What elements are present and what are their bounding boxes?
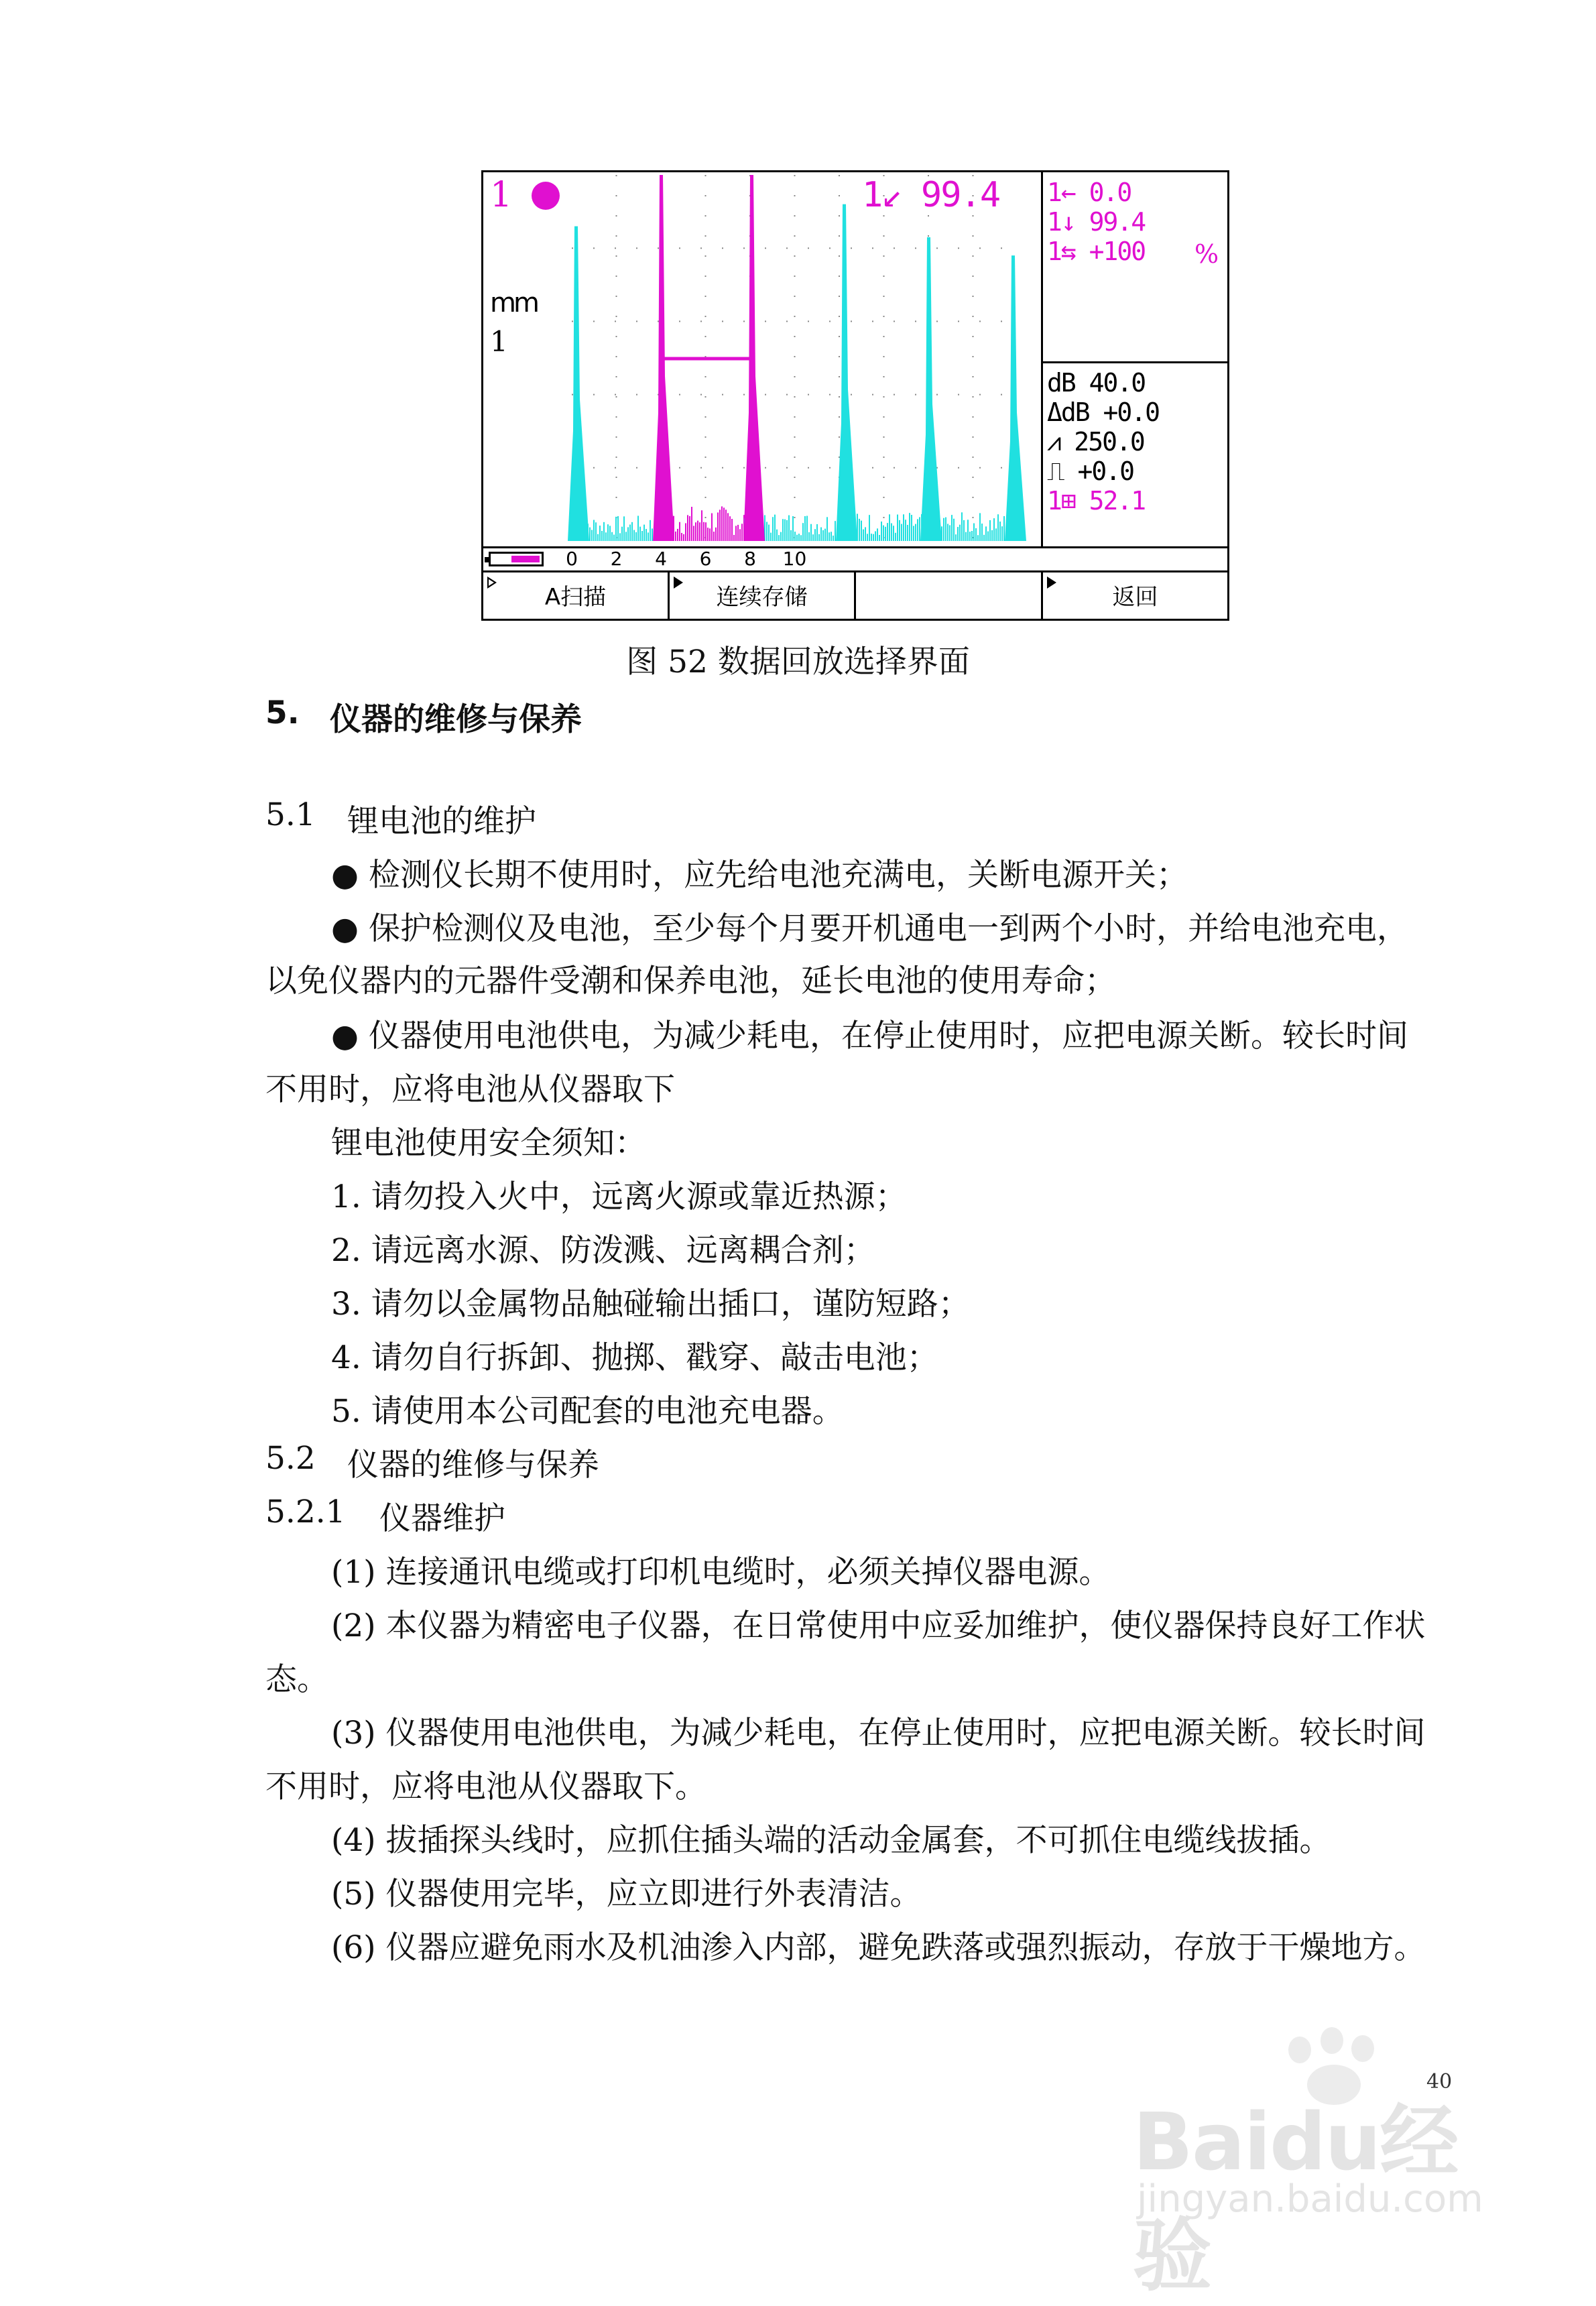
maintenance-item-1: (1) 连接通讯电缆或打印机电缆时，必须关掉仪器电源。	[331, 1554, 1111, 1591]
a-scan-display	[483, 172, 1041, 546]
bullet-2-line-1: ● 保护检测仪及电池，至少每个月要开机通电一到两个小时，并给电池充电，	[331, 910, 1408, 947]
axis-tick-label: 2	[610, 548, 623, 570]
figure-caption: 图 52 数据回放选择界面	[626, 644, 970, 680]
maintenance-item-2-line-1: (2) 本仪器为精密电子仪器，在日常使用中应妥加维护，使仪器保持良好工作状	[331, 1607, 1426, 1644]
unit-label: mm	[490, 288, 537, 318]
subsection-number: 5.1	[265, 796, 316, 833]
watermark	[1133, 2023, 1508, 2302]
bullet-3-line-2: 不用时，应将电池从仪器取下	[265, 1071, 675, 1108]
echo-peak	[920, 237, 942, 541]
subsection-title: 仪器的维修与保养	[347, 1447, 599, 1483]
parameter-panel	[1041, 172, 1227, 546]
section-number: 5.	[265, 694, 300, 731]
gate-start-readout: 1← 0.0	[1047, 178, 1131, 207]
axis-strip	[483, 546, 1227, 548]
range-readout: ⩘ 250.0	[1047, 427, 1144, 457]
panel-divider	[1043, 361, 1227, 363]
peak-readout: 1↙ 99.4	[862, 175, 1000, 215]
echo-peak	[836, 204, 857, 541]
subsection-title: 锂电池的维护	[347, 803, 536, 840]
gate-number: 1	[490, 175, 513, 215]
menu-button-return[interactable]: 返回	[1043, 572, 1227, 621]
subsubsection-title: 仪器维护	[379, 1500, 505, 1537]
battery-level	[511, 556, 540, 562]
maintenance-item-4: (4) 拔插探头线时，应抓住插头端的活动金属套，不可抓住电缆线拔插。	[331, 1822, 1331, 1859]
maintenance-item-6: (6) 仪器应避免雨水及机油渗入内部，避免跌落或强烈振动，存放于干燥地方。	[331, 1929, 1426, 1966]
battery-icon	[489, 552, 544, 566]
gate-indicator-dot	[532, 182, 560, 210]
echo-peak	[1005, 255, 1026, 541]
gain-readout: dB 40.0	[1047, 368, 1146, 398]
subsubsection-number: 5.2.1	[265, 1494, 346, 1530]
paw-icon	[1288, 2037, 1311, 2063]
delay-readout: ⎍ +0.0	[1047, 457, 1133, 486]
safety-item-4: 4. 请勿自行拆卸、抛掷、戳穿、敲击电池；	[331, 1339, 938, 1376]
a-scan-waveform	[483, 172, 1041, 546]
safety-item-2: 2. 请远离水源、防泼溅、远离耦合剂；	[331, 1232, 875, 1269]
section-title: 仪器的维修与保养	[330, 701, 582, 738]
bullet-1: ● 检测仪长期不使用时，应先给电池充满电，关断电源开关；	[331, 857, 1188, 894]
bullet-2-line-2: 以免仪器内的元器件受潮和保养电池，延长电池的使用寿命；	[265, 963, 1116, 999]
echo-peak	[568, 226, 589, 541]
safety-title: 锂电池使用安全须知：	[331, 1125, 646, 1162]
triangle-icon	[674, 576, 683, 589]
safety-item-5: 5. 请使用本公司配套的电池充电器。	[331, 1393, 844, 1430]
axis-tick-label: 0	[566, 548, 578, 570]
page-number: 40	[1426, 2070, 1453, 2093]
axis-tick-label: 4	[655, 548, 667, 570]
triangle-icon	[487, 576, 497, 589]
subsection-number: 5.2	[265, 1440, 316, 1477]
gain-step-readout: ΔdB +0.0	[1047, 398, 1160, 427]
axis-tick-label: 8	[744, 548, 756, 570]
bullet-3-line-1: ● 仪器使用电池供电，为减少耗电，在停止使用时，应把电源关断。较长时间	[331, 1018, 1408, 1054]
maintenance-item-5: (5) 仪器使用完毕，应立即进行外表清洁。	[331, 1876, 922, 1913]
watermark-brand: Baidu经验	[1133, 2096, 1458, 2302]
axis-tick-label: 10	[782, 548, 807, 570]
maintenance-item-3-line-1: (3) 仪器使用电池供电，为减少耗电，在停止使用时，应把电源关断。较长时间	[331, 1715, 1426, 1752]
safety-item-3: 3. 请勿以金属物品触碰输出插口，谨防短路；	[331, 1286, 970, 1323]
menu-bar	[483, 570, 1227, 619]
menu-button-empty[interactable]	[856, 572, 1043, 621]
menu-button-continuous-save[interactable]: 连续存储	[670, 572, 856, 621]
gate-height-readout: 1↓ 99.4	[1047, 207, 1146, 237]
unit-value: 1	[490, 325, 508, 358]
axis-tick-label: 6	[699, 548, 712, 570]
triangle-icon	[1047, 576, 1056, 589]
sound-path-readout: 1⊞ 52.1	[1047, 486, 1146, 515]
maintenance-item-3-line-2: 不用时，应将电池从仪器取下。	[265, 1768, 707, 1805]
safety-item-1: 1. 请勿投入火中，远离火源或靠近热源；	[331, 1178, 907, 1215]
instrument-screen	[481, 170, 1229, 621]
gate-unit: %	[1194, 239, 1219, 269]
watermark-url: jingyan.baidu.com	[1137, 2177, 1483, 2221]
menu-button-a-scan[interactable]: A扫描	[483, 572, 670, 621]
gate-width-readout: 1⇆ +100	[1047, 237, 1146, 266]
maintenance-item-2-line-2: 态。	[265, 1661, 328, 1698]
